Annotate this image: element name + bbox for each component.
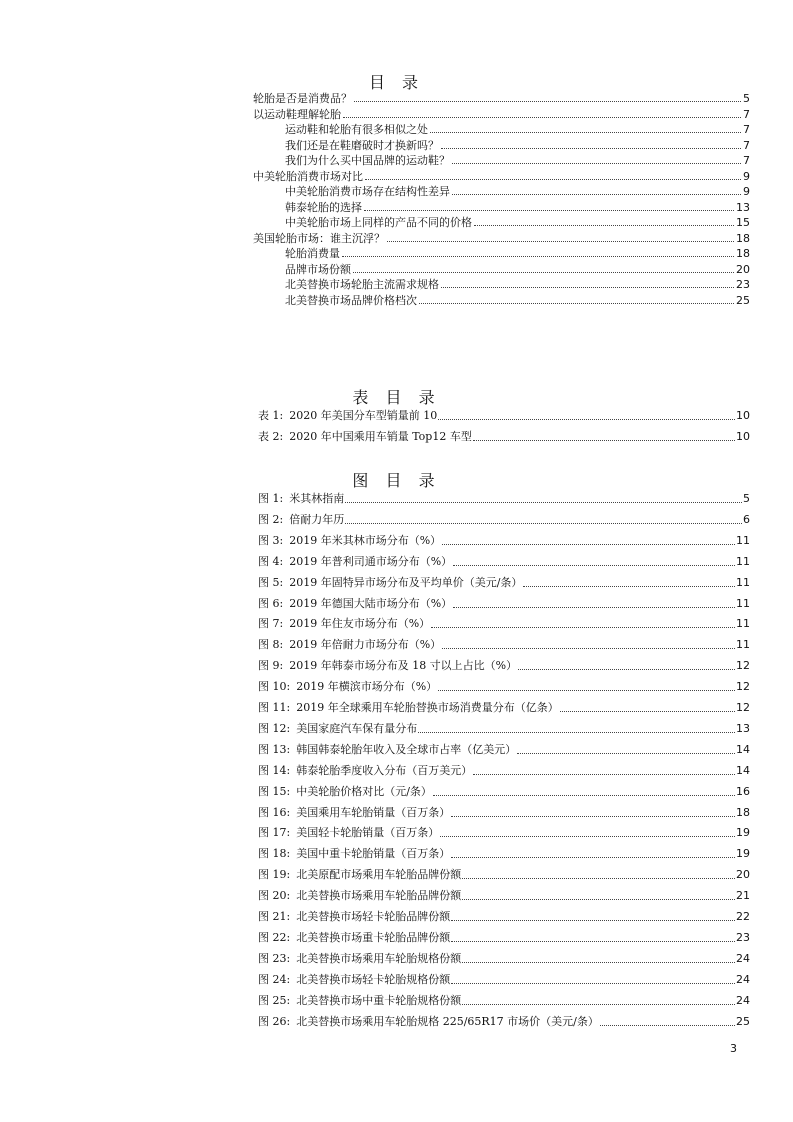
figure-entry-label: 倍耐力年历 — [289, 512, 345, 526]
figures-list-title: 图 目 录 — [352, 471, 441, 490]
leader-dots — [354, 100, 741, 102]
figure-entry-prefix: 图 14: — [258, 763, 291, 777]
leader-dots — [517, 752, 735, 754]
toc-entry-page: 15 — [736, 216, 750, 229]
toc-entry[interactable] — [253, 106, 750, 121]
figure-entry-label: 米其林指南 — [289, 492, 345, 505]
figure-entry-page: 19 — [736, 826, 750, 840]
figure-entry-page: 13 — [736, 721, 750, 735]
toc-entry-page: 7 — [743, 154, 750, 167]
figure-entry-page: 5 — [743, 492, 750, 505]
table-entry[interactable] — [258, 428, 750, 444]
toc-entry[interactable] — [253, 230, 750, 245]
figure-entry-page: 18 — [736, 805, 750, 819]
leader-dots — [419, 302, 734, 304]
table-entry-label: 2020 年中国乘用车销量 Top12 车型 — [289, 429, 472, 443]
figure-entry-prefix: 图 8: — [258, 638, 284, 652]
leader-dots — [442, 543, 735, 545]
leader-dots — [453, 606, 735, 608]
figure-entry-label: 北美原配市场乘用车轮胎品牌份额 — [296, 868, 462, 882]
figure-entry-prefix: 图 18: — [258, 847, 291, 861]
leader-dots — [364, 209, 734, 211]
figure-entry-label: 美国轻卡轮胎销量（百万条） — [296, 826, 440, 840]
figure-entry[interactable] — [258, 824, 750, 840]
tables-list-title: 表 目 录 — [352, 388, 441, 407]
leader-dots — [600, 1024, 735, 1026]
toc-entry[interactable] — [285, 276, 750, 291]
figure-entry[interactable] — [258, 1013, 750, 1029]
figure-entry-label: 韩国韩泰轮胎年收入及全球市占率（亿美元） — [296, 742, 517, 756]
figure-entry-page: 23 — [736, 930, 750, 944]
leader-dots — [440, 835, 735, 837]
figure-entry-page: 14 — [736, 742, 750, 756]
figure-entry[interactable] — [258, 574, 750, 590]
leader-dots — [560, 710, 735, 712]
figure-entry[interactable] — [258, 762, 750, 778]
toc-title: 目 录 — [368, 73, 425, 92]
leader-dots — [451, 815, 735, 817]
toc-entry-label: 北美替换市场轮胎主流需求规格 — [285, 278, 439, 291]
toc-entry-page: 9 — [743, 169, 750, 183]
figure-entry-prefix: 图 12: — [258, 721, 291, 735]
leader-dots — [365, 178, 741, 180]
figure-entry[interactable] — [258, 992, 750, 1008]
figure-entry-prefix: 图 15: — [258, 784, 291, 798]
figure-entry-prefix: 图 23: — [258, 951, 291, 965]
leader-dots — [343, 116, 741, 118]
figure-entry-prefix: 图 2: — [258, 512, 284, 526]
figure-entry-label: 2019 年倍耐力市场分布（%） — [289, 638, 442, 652]
table-entry-page: 10 — [736, 429, 750, 443]
figure-entry-prefix: 图 24: — [258, 972, 291, 986]
toc-entry-label: 轮胎是否是消费品？ — [253, 92, 352, 105]
figure-entry-label: 2019 年德国大陆市场分布（%） — [289, 596, 453, 610]
figure-entry[interactable] — [258, 595, 750, 611]
toc-entry-label: 我们还是在鞋磨破时才换新吗？ — [285, 138, 439, 152]
leader-dots — [441, 286, 734, 288]
figure-entry-page: 24 — [736, 951, 750, 965]
figure-entry-label: 2019 年住友市场分布（%） — [289, 617, 431, 631]
leader-dots — [431, 626, 735, 628]
figure-entry[interactable] — [258, 699, 750, 715]
toc-entry-label: 中美轮胎消费市场存在结构性差异 — [285, 185, 450, 198]
figure-entry-label: 美国乘用车轮胎销量（百万条） — [296, 805, 451, 819]
toc-entry[interactable] — [285, 183, 750, 198]
figure-entry[interactable] — [258, 929, 750, 945]
figure-entry-page: 24 — [736, 993, 750, 1007]
toc-entry-label: 美国轮胎市场：谁主沉浮？ — [253, 231, 385, 245]
toc-entry[interactable] — [285, 214, 750, 229]
figure-entry-prefix: 图 22: — [258, 930, 291, 944]
figure-entry-label: 北美替换市场重卡轮胎品牌份额 — [296, 930, 451, 944]
figure-entry[interactable] — [258, 615, 750, 631]
toc-entry-label: 轮胎消费量 — [285, 247, 340, 260]
figure-entry-prefix: 图 6: — [258, 596, 284, 610]
figure-entry[interactable] — [258, 553, 750, 569]
leader-dots — [430, 131, 741, 133]
figure-entry-page: 11 — [736, 554, 750, 568]
figure-entry[interactable] — [258, 636, 750, 652]
figure-entry-page: 12 — [736, 659, 750, 673]
figure-entry-page: 20 — [736, 868, 750, 882]
figure-entry[interactable] — [258, 720, 750, 736]
figure-entry-page: 22 — [736, 910, 750, 923]
toc-entry-page: 9 — [743, 185, 750, 198]
figure-entry-page: 25 — [736, 1014, 750, 1028]
leader-dots — [523, 585, 735, 587]
figure-entry-prefix: 图 9: — [258, 659, 284, 673]
leader-dots — [353, 271, 734, 273]
figure-entry-label: 2019 年韩泰市场分布及 18 寸以上占比（%） — [289, 659, 518, 673]
leader-dots — [462, 961, 735, 963]
toc-entry-page: 5 — [743, 92, 750, 105]
figure-entry-label: 北美替换市场轻卡轮胎品牌份额 — [296, 910, 451, 923]
figure-entry[interactable] — [258, 950, 750, 966]
figure-entry-label: 北美替换市场中重卡轮胎规格份额 — [296, 993, 462, 1007]
toc-entry-page: 18 — [736, 231, 750, 245]
figure-entry[interactable] — [258, 866, 750, 882]
toc-entry-label: 运动鞋和轮胎有很多相似之处 — [285, 123, 428, 136]
figure-entry-page: 11 — [736, 638, 750, 652]
leader-dots — [462, 1003, 735, 1005]
figure-entry[interactable] — [258, 908, 750, 924]
figure-entry-prefix: 图 3: — [258, 533, 284, 547]
leader-dots — [474, 224, 734, 226]
leader-dots — [518, 668, 735, 670]
figure-entry-prefix: 图 13: — [258, 742, 291, 756]
figure-entry-prefix: 图 20: — [258, 889, 291, 903]
leader-dots — [451, 919, 735, 921]
figure-entry-label: 2019 年横滨市场分布（%） — [296, 680, 438, 694]
figure-entry-label: 北美替换市场轻卡轮胎规格份额 — [296, 972, 451, 986]
leader-dots — [473, 439, 735, 441]
figure-entry[interactable] — [258, 678, 750, 694]
toc-entry-page: 25 — [736, 293, 750, 307]
leader-dots — [451, 856, 735, 858]
figure-entry[interactable] — [258, 511, 750, 527]
figure-entry-page: 11 — [736, 617, 750, 631]
leader-dots — [451, 940, 735, 942]
figure-entry-page: 24 — [736, 972, 750, 986]
toc-entry[interactable] — [285, 137, 750, 152]
toc-entry-page: 23 — [736, 278, 750, 291]
leader-dots — [473, 773, 735, 775]
figure-entry-page: 11 — [736, 575, 750, 589]
toc-entry[interactable] — [285, 199, 750, 214]
figure-entry-label: 美国家庭汽车保有量分布 — [296, 721, 418, 735]
figure-entry-label: 北美替换市场乘用车轮胎品牌份额 — [296, 889, 462, 903]
figure-entry-label: 2019 年普利司通市场分布（%） — [289, 554, 453, 568]
figure-entry-page: 11 — [736, 596, 750, 610]
toc-entry[interactable] — [253, 168, 750, 183]
leader-dots — [345, 501, 742, 503]
toc-entry[interactable] — [285, 152, 750, 167]
table-entry-page: 10 — [736, 409, 750, 422]
leader-dots — [452, 162, 741, 164]
leader-dots — [438, 418, 735, 420]
toc-entry-label: 以运动鞋理解轮胎 — [253, 107, 341, 121]
table-entry-prefix: 表 2: — [258, 429, 284, 443]
figure-entry-page: 12 — [736, 680, 750, 694]
page-number: 3 — [730, 1042, 737, 1055]
figure-entry-prefix: 图 25: — [258, 993, 291, 1007]
leader-dots — [418, 731, 735, 733]
toc-entry-page: 20 — [736, 262, 750, 276]
toc-entry-label: 中美轮胎消费市场对比 — [253, 169, 363, 183]
figure-entry-label: 2019 年全球乘用车轮胎替换市场消费量分布（亿条） — [296, 701, 559, 714]
figure-entry-page: 19 — [736, 847, 750, 861]
figure-entry-label: 北美替换市场乘用车轮胎规格份额 — [296, 951, 462, 965]
figure-entry-prefix: 图 21: — [258, 910, 291, 923]
toc-entry-label: 品牌市场份额 — [285, 262, 351, 276]
table-entry[interactable] — [258, 407, 750, 423]
figure-entry-prefix: 图 4: — [258, 554, 284, 568]
leader-dots — [441, 147, 741, 149]
figure-entry[interactable] — [258, 783, 750, 799]
toc-entry-label: 中美轮胎市场上同样的产品不同的价格 — [285, 216, 472, 229]
figure-entry-page: 11 — [736, 533, 750, 547]
figure-entry[interactable] — [258, 971, 750, 987]
toc-entry[interactable] — [253, 90, 750, 105]
figure-entry-page: 6 — [743, 512, 750, 526]
leader-dots — [462, 898, 735, 900]
toc-entry-page: 7 — [743, 138, 750, 152]
toc-entry-page: 13 — [736, 200, 750, 214]
figure-entry-prefix: 图 26: — [258, 1014, 291, 1028]
figure-entry-prefix: 图 5: — [258, 575, 284, 589]
figure-entry[interactable] — [258, 845, 750, 861]
toc-entry-label: 韩泰轮胎的选择 — [285, 200, 362, 214]
figure-entry-label: 北美替换市场乘用车轮胎规格 225/65R17 市场价（美元/条） — [296, 1014, 599, 1028]
figure-entry-prefix: 图 11: — [258, 701, 291, 714]
toc-entry-label: 我们为什么买中国品牌的运动鞋？ — [285, 154, 450, 167]
figure-entry[interactable] — [258, 804, 750, 820]
leader-dots — [442, 647, 735, 649]
figure-entry-prefix: 图 7: — [258, 617, 284, 631]
figure-entry[interactable] — [258, 741, 750, 757]
toc-entry-page: 18 — [736, 247, 750, 260]
leader-dots — [438, 689, 735, 691]
figure-entry[interactable] — [258, 532, 750, 548]
figure-entry-prefix: 图 1: — [258, 492, 284, 505]
leader-dots — [345, 522, 742, 524]
leader-dots — [452, 193, 741, 195]
toc-entry[interactable] — [285, 261, 750, 276]
table-entry-label: 2020 年美国分车型销量前 10 — [289, 409, 438, 422]
figure-entry-label: 韩泰轮胎季度收入分布（百万美元） — [296, 763, 473, 777]
figure-entry-page: 12 — [736, 701, 750, 714]
figure-entry-label: 中美轮胎价格对比（元/条） — [296, 784, 432, 798]
toc-entry-page: 7 — [743, 123, 750, 136]
figure-entry[interactable] — [258, 887, 750, 903]
toc-entry[interactable] — [285, 245, 750, 260]
leader-dots — [453, 564, 735, 566]
leader-dots — [433, 794, 735, 796]
figure-entry-prefix: 图 17: — [258, 826, 291, 840]
figure-entry[interactable] — [258, 657, 750, 673]
figure-entry-prefix: 图 16: — [258, 805, 291, 819]
leader-dots — [342, 255, 734, 257]
toc-entry-page: 7 — [743, 107, 750, 121]
table-entry-prefix: 表 1: — [258, 409, 284, 422]
figure-entry[interactable] — [258, 490, 750, 506]
toc-entry[interactable] — [285, 292, 750, 307]
leader-dots — [451, 982, 735, 984]
leader-dots — [387, 240, 734, 242]
figure-entry-label: 2019 年固特异市场分布及平均单价（美元/条） — [289, 575, 523, 589]
toc-entry-label: 北美替换市场品牌价格档次 — [285, 293, 417, 307]
figure-entry-page: 16 — [736, 784, 750, 798]
figure-entry-page: 21 — [736, 889, 750, 903]
figure-entry-label: 2019 年米其林市场分布（%） — [289, 533, 442, 547]
leader-dots — [462, 877, 735, 879]
toc-entry[interactable] — [285, 121, 750, 136]
figure-entry-page: 14 — [736, 763, 750, 777]
figure-entry-prefix: 图 10: — [258, 680, 291, 694]
figure-entry-label: 美国中重卡轮胎销量（百万条） — [296, 847, 451, 861]
figure-entry-prefix: 图 19: — [258, 868, 291, 882]
